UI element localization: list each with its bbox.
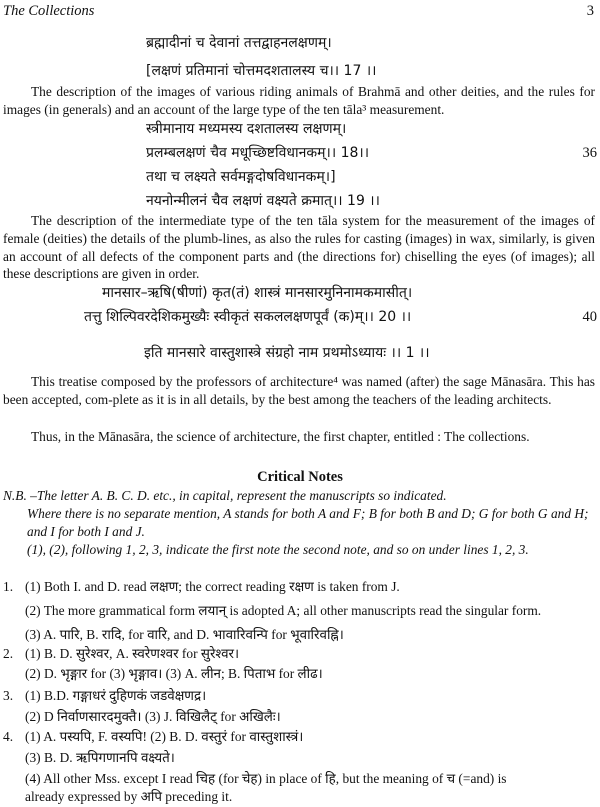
note-number: 3. bbox=[3, 688, 14, 703]
verse-line: [लक्षणं प्रतिमानां चोत्तमदशतालस्य च।। 17 ।। bbox=[146, 63, 377, 79]
verse-line: मानसार–ऋषि(षीणां) कृत(तं) शास्त्रं मानसारमुनिनामकमासीत्। bbox=[102, 285, 413, 301]
note-line: (1) Both I. and D. read लक्षण; the correct reading रक्षण is taken from J. bbox=[25, 579, 400, 594]
note-number: 1. bbox=[3, 579, 14, 594]
verse-line: नयनोन्मीलनं चैव लक्षणं वक्ष्यते क्रमात्।। 19 ।। bbox=[146, 193, 380, 209]
note-line: (2) D निर्वाणसारदमुक्तै। (3) J. विखिलैट् for अखिलैः। bbox=[25, 709, 281, 724]
note-line: (1) B.D. गङ्गाधरं दुहिणकं जडवेक्षणद्र। bbox=[25, 688, 207, 703]
note-line: (2) The more grammatical form लयान् is adopted A; all other manuscripts read the singular form. bbox=[25, 603, 542, 618]
note-number: 2. bbox=[3, 646, 14, 661]
verse-line: स्त्रीमानाय मध्यमस्य दशतालस्य लक्षणम्। bbox=[146, 121, 347, 137]
verse-line: प्रलम्बलक्षणं चैव मधूच्छिष्टविधानकम्।। 18।। bbox=[146, 145, 370, 161]
note-line: (1) A. पस्यपि, F. वस्यपि! (2) B. D. वस्तुरं for वास्तुशास्त्रं। bbox=[25, 729, 304, 744]
translation-paragraph: Thus, in the Mānasāra, the science of architecture, the first chapter, entitled : The collections. bbox=[31, 429, 530, 444]
translation-paragraph: This treatise composed by the professors of architecture⁴ was named (after) the sage Mānasāra. This has been accepted, com-plete as it is in all details, by the best among the teachers of the leading architects. bbox=[3, 374, 595, 407]
verse-line: तथा च लक्ष्यते सर्वमङ्गदोषविधानकम्।] bbox=[146, 169, 336, 185]
note-line: already expressed by अपि preceding it. bbox=[25, 789, 233, 804]
colophon-verse: इति मानसारे वास्तुशास्त्रे संग्रहो नाम प्रथमोऽध्यायः ।। 1 ।। bbox=[144, 345, 430, 361]
translation-paragraph: The description of the intermediate type of the ten tāla system for the measurement of the images of female (deities) the details of the plumb-lines, as also the rules for casting (images) in wax, similarly, is given an account of all defects of the component parts and (the directions for) chiselling the eyes (of images); all these descriptions are given in order. bbox=[3, 213, 595, 282]
page-number: 3 bbox=[586, 3, 594, 19]
note-line: (2) D. भृङ्गार for (3) भृङ्गाव। (3) A. लीन; B. पिताभ for लीढ। bbox=[25, 666, 323, 681]
page-header bbox=[3, 2, 594, 22]
note-line: (3) B. D. ऋपिगणानपि वक्ष्यते। bbox=[25, 750, 175, 765]
nb-line: N.B. –The letter A. B. C. D. etc., in capital, represent the manuscripts so indicated. bbox=[3, 488, 447, 503]
note-line: (4) All other Mss. except I read चिह (for चेह) in place of हि, but the meaning of च (=and) is bbox=[25, 771, 507, 786]
nb-line: Where there is no separate mention, A stands for both A and F; B for both B and D; G for both G and H; and I for both I and J. bbox=[27, 506, 589, 539]
nb-line: (1), (2), following 1, 2, 3, indicate the first note the second note, and so on under lines 1, 2, 3. bbox=[27, 542, 529, 557]
translation-paragraph: The description of the images of various riding animals of Brahmā and other deities, and the rules for images (in generals) and an account of the large type of the ten tāla³ measurement. bbox=[3, 84, 595, 117]
note-number: 4. bbox=[3, 729, 14, 744]
note-line: (3) A. पारि, B. रादि, for वारि, and D. भावारिवन्पि for भूवारिवह्नि। bbox=[25, 627, 344, 642]
note-line: (1) B. D. सुरेश्वर, A. स्वरेणश्वर for सुरेश्वर। bbox=[25, 646, 240, 661]
running-title: The Collections bbox=[3, 3, 95, 19]
verse-line: तत्तु शिल्पिवरदेशिकमुख्यैः स्वीकृतं सकललक्षणपूर्वं (क)म्।। 20 ।। bbox=[84, 309, 412, 325]
line-number: 40 bbox=[582, 309, 597, 325]
verse-line: ब्रह्मादीनां च देवानां तत्तद्वाहनलक्षणम्। bbox=[146, 35, 332, 51]
section-heading: Critical Notes bbox=[257, 469, 343, 485]
line-number: 36 bbox=[582, 145, 597, 161]
